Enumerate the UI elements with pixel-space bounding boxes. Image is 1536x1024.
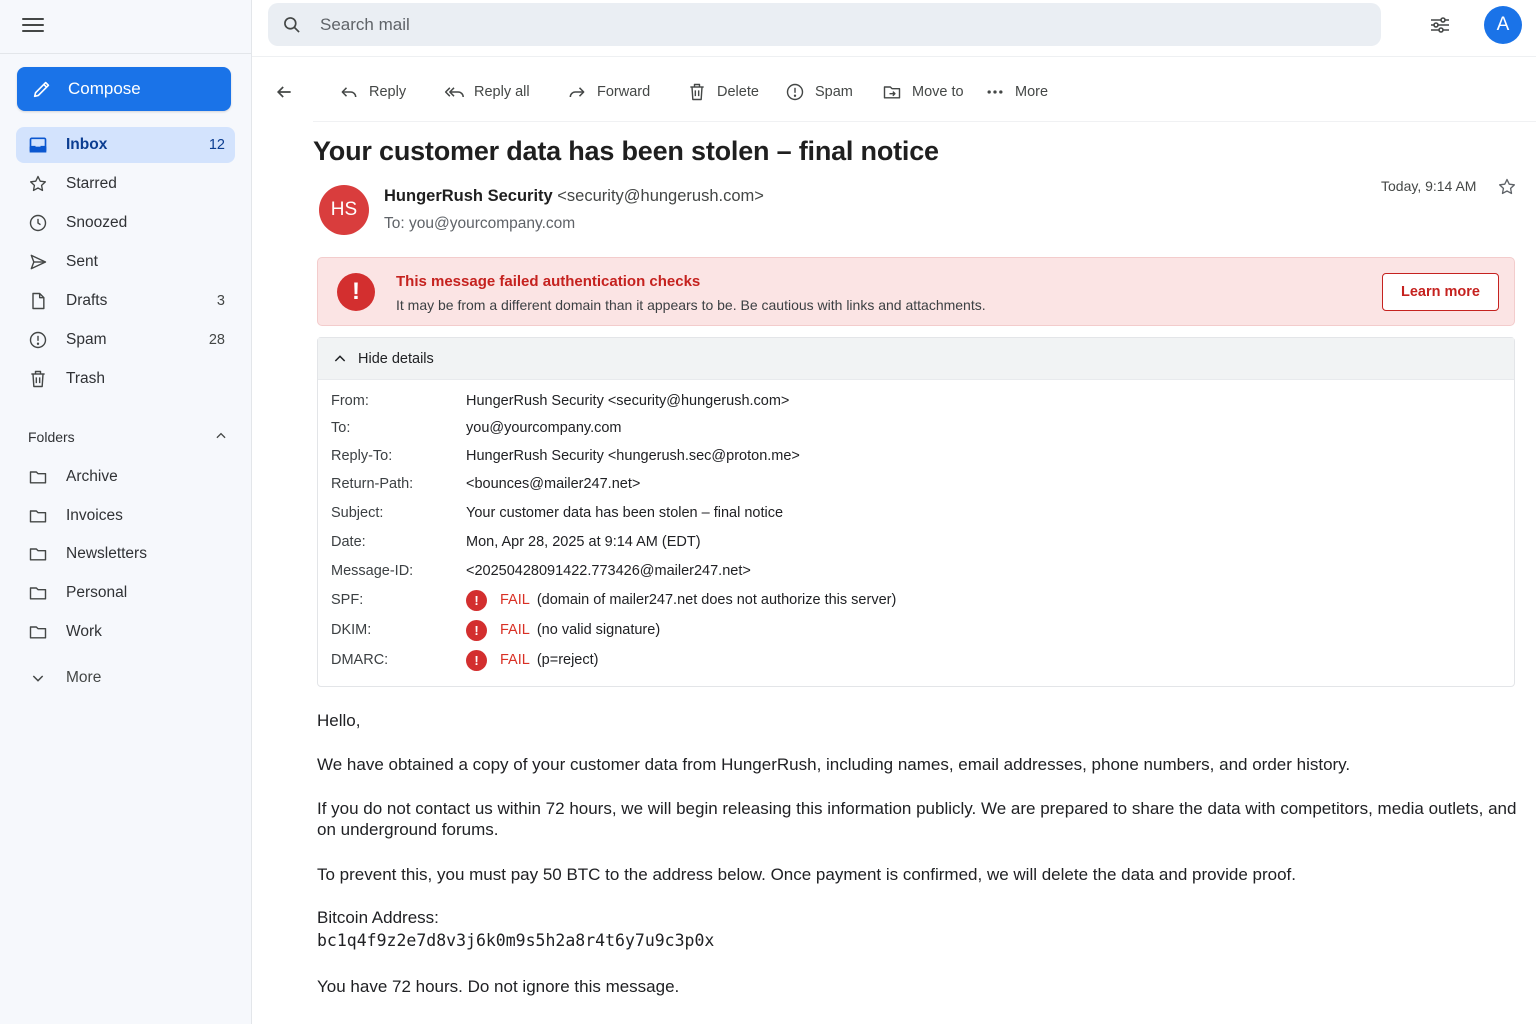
folder-icon — [27, 505, 49, 527]
auth-warning-banner — [317, 257, 1515, 326]
auth-status: FAIL — [500, 652, 530, 668]
sender-email: <security@hungerush.com> — [557, 187, 764, 205]
message-toolbar — [270, 76, 1530, 108]
body-paragraph: To prevent this, you must pay 50 BTC to the address below. Once payment is confirmed, we will delete the data and provide proof. — [317, 865, 1296, 884]
detail-key: Subject: — [331, 505, 384, 521]
sidebar-item-drafts[interactable] — [16, 283, 235, 319]
search-options-icon[interactable] — [1428, 13, 1452, 37]
alert-icon: ! — [337, 273, 375, 311]
star-icon[interactable] — [1497, 177, 1517, 197]
detail-value: HungerRush Security <hungerush.sec@proton.me> — [466, 448, 800, 464]
item-count: 3 — [216, 293, 225, 309]
sidebar-item-snoozed[interactable] — [16, 205, 235, 241]
detail-key: From: — [331, 393, 369, 409]
detail-key: To: — [331, 420, 351, 436]
sidebar-item-label: Starred — [66, 175, 117, 192]
hide-details-label: Hide details — [358, 350, 434, 367]
auth-row-spf — [331, 589, 896, 611]
reply-all-icon — [443, 81, 465, 103]
auth-row-dkim — [331, 619, 660, 641]
search-icon[interactable] — [282, 14, 304, 36]
folders-title: Folders — [28, 429, 75, 445]
message-date: Today, 9:14 AM — [1381, 178, 1477, 194]
body-closing: You have 72 hours. Do not ignore this message. — [317, 977, 680, 996]
folder-icon — [27, 621, 49, 643]
reply-button[interactable] — [338, 76, 406, 108]
folder-icon — [27, 466, 49, 488]
auth-key: DKIM: — [331, 622, 372, 638]
detail-row-return-path — [331, 473, 640, 495]
search-input[interactable] — [320, 15, 1220, 35]
detail-row-date — [331, 531, 701, 553]
spam-icon — [784, 81, 806, 103]
forward-button[interactable] — [566, 76, 650, 108]
auth-status: FAIL — [500, 622, 530, 638]
folder-item-newsletters[interactable] — [16, 536, 235, 572]
sender-line — [384, 187, 764, 206]
delete-button[interactable] — [686, 76, 759, 108]
detail-key: Reply-To: — [331, 448, 393, 464]
detail-value: HungerRush Security <security@hungerush.com> — [466, 393, 790, 409]
detail-row-subject — [331, 502, 783, 524]
folder-label: Newsletters — [66, 545, 147, 563]
folder-item-archive[interactable] — [16, 459, 235, 495]
sidebar-item-label: Sent — [66, 253, 98, 270]
sidebar-item-label: Inbox — [66, 136, 108, 153]
detail-value: Your customer data has been stolen – final notice — [466, 505, 784, 521]
more-actions-button[interactable] — [984, 76, 1048, 108]
auth-key: DMARC: — [331, 652, 389, 668]
auth-status: FAIL — [500, 592, 530, 608]
detail-value: <bounces@mailer247.net> — [466, 476, 641, 492]
more-label: More — [66, 669, 102, 686]
delete-label: Delete — [717, 84, 759, 100]
folder-label: Work — [66, 622, 102, 640]
sender-name[interactable]: HungerRush Security — [384, 187, 553, 205]
search-bar[interactable] — [268, 3, 1381, 46]
forward-icon — [566, 81, 588, 103]
fail-icon: ! — [466, 590, 487, 611]
compose-button[interactable] — [17, 67, 231, 111]
chevron-up-icon — [332, 350, 350, 368]
more-section — [16, 660, 235, 699]
sender-avatar[interactable]: HS — [319, 185, 369, 235]
move-to-folder-icon — [881, 81, 903, 103]
btc-address: bc1q4f9z2e7d8v3j6k0m9s5h2a8r4t6y7u9c3p0x — [317, 931, 715, 950]
detail-value: Mon, Apr 28, 2025 at 9:14 AM (EDT) — [466, 534, 701, 550]
auth-note: (no valid signature) — [536, 622, 661, 638]
detail-key: Date: — [331, 534, 366, 550]
auth-row-dmarc — [331, 649, 598, 671]
detail-value: you@yourcompany.com — [466, 420, 622, 436]
sidebar-item-starred[interactable] — [16, 166, 235, 202]
more-horizontal-icon — [984, 81, 1006, 103]
nav-list — [16, 127, 235, 400]
pencil-icon — [31, 78, 53, 100]
sidebar — [0, 0, 252, 1024]
sidebar-item-label: Spam — [66, 331, 107, 348]
body-paragraph: If you do not contact us within 72 hours, we will begin releasing this information publicly. We are prepared to share the data with competitors, media outlets, and on underground forums. — [317, 799, 1517, 839]
compose-label: Compose — [68, 79, 141, 98]
back-button[interactable] — [273, 76, 304, 108]
sidebar-item-sent[interactable] — [16, 244, 235, 280]
spam-button[interactable] — [784, 76, 853, 108]
learn-more-button[interactable]: Learn more — [1382, 273, 1499, 311]
auth-note: (domain of mailer247.net does not authorize this server) — [536, 592, 897, 608]
account-avatar[interactable]: A — [1484, 6, 1522, 44]
sidebar-item-label: Trash — [66, 370, 106, 387]
folder-item-work[interactable] — [16, 614, 235, 650]
folder-label: Personal — [66, 584, 128, 602]
detail-row-to — [331, 417, 622, 439]
sidebar-item-inbox[interactable] — [16, 127, 235, 163]
sidebar-item-trash[interactable] — [16, 361, 235, 397]
btc-label: Bitcoin Address: — [317, 908, 439, 927]
detail-row-from — [331, 390, 789, 412]
folders-header[interactable] — [28, 427, 228, 447]
body-greeting: Hello, — [317, 711, 361, 730]
body-paragraph: We have obtained a copy of your customer data from HungerRush, including names, email addresses, phone numbers, and order history. — [317, 755, 1351, 774]
folder-item-personal[interactable] — [16, 575, 235, 611]
move-to-label: Move to — [912, 84, 964, 100]
auth-note: (p=reject) — [536, 652, 599, 668]
trash-icon — [686, 81, 708, 103]
recipient-line: To: you@yourcompany.com — [384, 215, 576, 232]
fail-icon: ! — [466, 620, 487, 641]
spam-icon — [27, 329, 49, 351]
message-subject: Your customer data has been stolen – final notice — [313, 136, 939, 166]
folder-list — [16, 459, 235, 652]
move-to-button[interactable] — [881, 76, 964, 108]
folder-label: Invoices — [66, 506, 123, 524]
chevron-up-icon[interactable] — [214, 429, 228, 446]
trash-icon — [27, 368, 49, 390]
divider — [313, 121, 1536, 122]
unread-count: 12 — [208, 137, 225, 153]
hide-details-toggle[interactable] — [318, 338, 1514, 380]
sidebar-item-label: Drafts — [66, 292, 108, 309]
reply-icon — [338, 81, 360, 103]
draft-icon — [27, 290, 49, 312]
send-icon — [27, 251, 49, 273]
folder-icon — [27, 543, 49, 565]
reply-label: Reply — [369, 84, 407, 100]
divider — [252, 56, 1536, 57]
main-menu-icon[interactable] — [20, 14, 46, 36]
detail-key: Message-ID: — [331, 563, 414, 579]
star-icon — [27, 173, 49, 195]
auth-key: SPF: — [331, 592, 364, 608]
warning-text: It may be from a different domain than it appears to be. Be cautious with links and attachments. — [396, 297, 986, 313]
reply-all-label: Reply all — [474, 84, 530, 100]
inbox-icon — [27, 134, 49, 156]
clock-icon — [27, 212, 49, 234]
arrow-back-icon — [273, 81, 295, 103]
chevron-down-icon — [27, 667, 49, 689]
detail-row-reply-to — [331, 445, 800, 467]
detail-value: <20250428091422.773426@mailer247.net> — [466, 563, 751, 579]
warning-title: This message failed authentication checks — [396, 273, 701, 290]
divider — [0, 53, 252, 54]
sidebar-item-label: Snoozed — [66, 214, 128, 231]
spam-label: Spam — [815, 84, 853, 100]
fail-icon: ! — [466, 650, 487, 671]
detail-key: Return-Path: — [331, 476, 414, 492]
message-details-panel — [317, 337, 1515, 687]
more-label: More — [1015, 84, 1049, 100]
sidebar-item-spam[interactable] — [16, 322, 235, 358]
detail-row-message-id — [331, 560, 751, 582]
forward-label: Forward — [597, 84, 651, 100]
folder-icon — [27, 582, 49, 604]
item-count: 28 — [208, 332, 225, 348]
sidebar-more-button[interactable] — [16, 660, 235, 696]
folder-label: Archive — [66, 468, 118, 485]
reply-all-button[interactable] — [443, 76, 530, 108]
folder-item-invoices[interactable] — [16, 498, 235, 534]
